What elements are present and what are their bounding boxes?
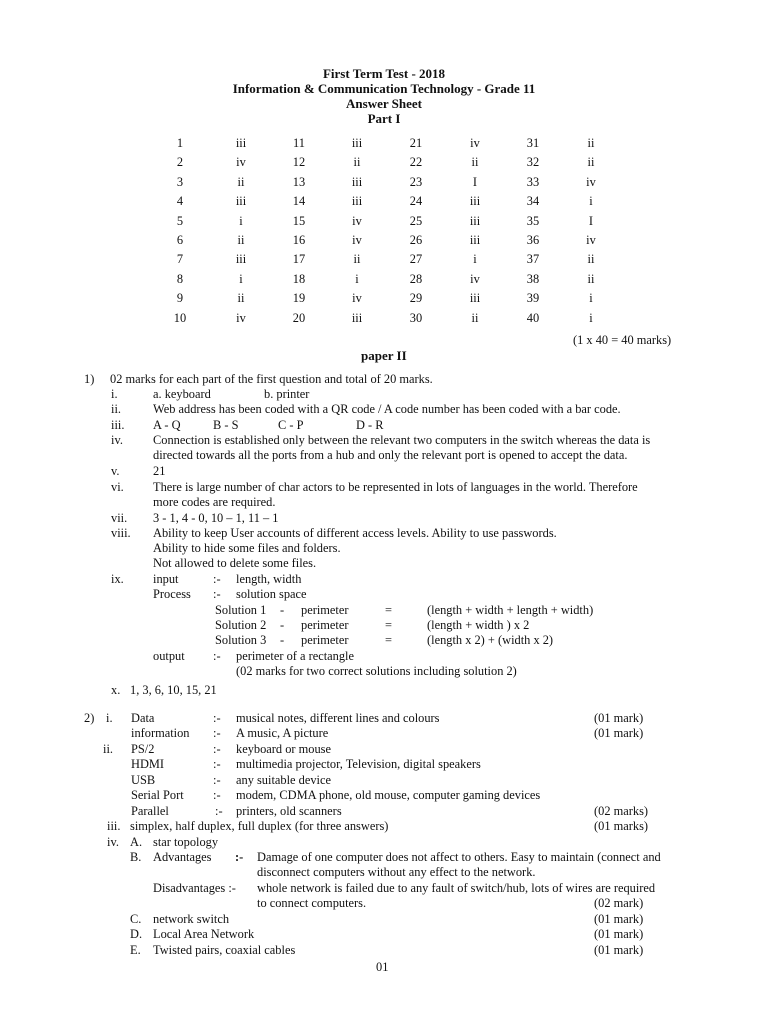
answer-choice: iii (351, 194, 363, 209)
question-number: 2 (176, 155, 184, 170)
answer-choice: i (473, 252, 477, 267)
q1-ix-output-value: perimeter of a rectangle (236, 649, 354, 663)
q2-B-mark: (02 mark) (594, 896, 644, 910)
q1-i-a: a. keyboard (153, 387, 211, 401)
question-number: 30 (409, 310, 423, 325)
answer-choice: iii (351, 174, 363, 189)
answer-choice: iii (351, 136, 363, 150)
q1-vii-label: vii. (111, 511, 128, 525)
answer-choice: iv (586, 232, 596, 247)
q2-advantages-sep: :- (235, 850, 244, 864)
answer-choice: ii (587, 252, 595, 267)
title-line: First Term Test - 2018 (322, 66, 446, 81)
q2-iv-label: iv. (107, 835, 119, 849)
part1-marks-note: (1 x 40 = 40 marks) (573, 333, 672, 347)
answer-row (148, 194, 620, 213)
port-ps2-name: PS/2 (131, 742, 155, 756)
answer-row (148, 136, 620, 155)
port-hdmi-value: multimedia projector, Television, digital speakers (236, 757, 481, 771)
answer-row (148, 272, 620, 291)
question-number: 32 (526, 155, 540, 170)
answer-row (148, 291, 620, 310)
q1-v-label: v. (111, 464, 120, 478)
q1-number: 1) (84, 372, 95, 386)
answer-sheet-heading: Answer Sheet (346, 96, 422, 111)
solution-2-formula: (length + width ) x 2 (427, 618, 530, 632)
solution-2-dash: - (280, 618, 285, 632)
q2-C-label: C. (130, 912, 142, 926)
answer-row (148, 155, 620, 174)
solution-3-dash: - (280, 633, 285, 647)
question-number: 9 (176, 291, 184, 306)
answer-choice: ii (353, 252, 361, 267)
question-number: 15 (292, 213, 306, 228)
q2-D-mark: (01 mark) (594, 927, 644, 941)
port-usb-value: any suitable device (236, 773, 331, 787)
port-serial-value: modem, CDMA phone, old mouse, computer gaming devices (236, 788, 541, 802)
q1-iv-label: iv. (111, 433, 123, 447)
question-number: 35 (526, 213, 540, 228)
q1-viii-line2: Ability to hide some files and folders. (153, 541, 341, 555)
q2-info-sep: :- (213, 726, 221, 740)
q2-data-sep: :- (213, 711, 221, 725)
question-number: 40 (526, 310, 540, 325)
question-number: 7 (176, 252, 184, 267)
question-number: 28 (409, 271, 423, 286)
q1-intro: 02 marks for each part of the first question and total of 20 marks. (110, 372, 433, 386)
q2-E-label: E. (130, 943, 141, 957)
question-number: 29 (409, 291, 423, 306)
question-number: 39 (526, 291, 540, 306)
q2-C-mark: (01 mark) (594, 912, 644, 926)
solution-3-name: Solution 3 (215, 633, 267, 647)
answer-row (148, 233, 620, 252)
question-number: 38 (526, 271, 540, 286)
solution-3-formula: (length x 2) + (width x 2) (427, 633, 554, 647)
answer-choice: iii (469, 291, 481, 306)
solution-2-name: Solution 2 (215, 618, 267, 632)
answer-choice: iv (236, 310, 246, 325)
question-number: 20 (292, 310, 306, 325)
q2-data-label: Data (131, 711, 155, 725)
q2-disadvantages-line2: to connect computers. (257, 896, 367, 910)
answer-choice: i (589, 291, 593, 306)
q1-ix-output-label: output (153, 649, 185, 663)
question-number: 10 (173, 310, 187, 325)
q1-x-label: x. (111, 683, 121, 697)
q1-ix-note: (02 marks for two correct solutions including solution 2) (236, 664, 517, 678)
answer-choice: iv (352, 291, 362, 306)
part1-heading: Part I (367, 111, 401, 126)
answer-choice: ii (587, 271, 595, 286)
port-usb-name: USB (131, 773, 156, 787)
q1-iv-line1: Connection is established only between the relevant two computers in the switch whereas the data is (153, 433, 651, 447)
question-number: 16 (292, 232, 306, 247)
answer-choice: ii (587, 155, 595, 170)
q2-D-text: Local Area Network (153, 927, 255, 941)
answer-choice: iii (469, 194, 481, 209)
solution-2-what: perimeter (301, 618, 349, 632)
answer-choice: iv (586, 174, 596, 189)
solution-3-what: perimeter (301, 633, 349, 647)
question-number: 25 (409, 213, 423, 228)
port-parallel-name: Parallel (131, 804, 169, 818)
q2-info-label: information (131, 726, 190, 740)
question-number: 5 (176, 213, 184, 228)
solution-1-name: Solution 1 (215, 603, 267, 617)
q2-ii-label: ii. (103, 742, 113, 756)
question-number: 13 (292, 174, 306, 189)
q2-data-mark: (01 mark) (594, 711, 644, 725)
q2-info-value: A music, A picture (236, 726, 329, 740)
answer-choice: ii (353, 155, 361, 170)
question-number: 37 (526, 252, 540, 267)
question-number: 22 (409, 155, 423, 170)
question-number: 12 (292, 155, 306, 170)
port-parallel-value: printers, old scanners (236, 804, 342, 818)
q2-E-mark: (01 mark) (594, 943, 644, 957)
port-ps2-sep: :- (213, 742, 221, 756)
answer-choice: iv (470, 136, 480, 150)
q1-ix-process-value: solution space (236, 587, 307, 601)
q1-iv-line2: directed towards all the ports from a hub and only the relevant port is opened to accept the data. (153, 448, 628, 462)
q2-i-label: i. (106, 711, 113, 725)
q1-x-text: 1, 3, 6, 10, 15, 21 (130, 683, 217, 697)
q1-iii-label: iii. (111, 418, 125, 432)
q2-iii-label: iii. (107, 819, 121, 833)
answer-choice: ii (587, 136, 595, 150)
answer-choice: ii (471, 155, 479, 170)
answer-choice: iii (469, 232, 481, 247)
q1-iii-pair-2: B - S (213, 418, 239, 432)
q1-v-text: 21 (153, 464, 166, 478)
question-number: 11 (293, 136, 305, 150)
q1-iii-pair-1: A - Q (153, 418, 181, 432)
answer-choice: ii (237, 174, 245, 189)
q2-info-mark: (01 mark) (594, 726, 644, 740)
answer-choice: i (589, 310, 593, 325)
question-number: 6 (176, 232, 184, 247)
question-number: 21 (409, 136, 423, 150)
question-number: 31 (526, 136, 540, 150)
q1-vi-label: vi. (111, 480, 124, 494)
answer-choice: iv (352, 232, 362, 247)
port-serial-sep: :- (213, 788, 221, 802)
solution-1-eq: = (385, 603, 392, 617)
answer-choice: iii (469, 213, 481, 228)
answer-choice: i (239, 271, 243, 286)
answer-choice: I (588, 213, 594, 228)
q2-iii-text: simplex, half duplex, full duplex (for three answers) (130, 819, 389, 833)
question-number: 17 (292, 252, 306, 267)
question-number: 4 (176, 194, 184, 209)
q1-viii-label: viii. (111, 526, 131, 540)
question-number: 18 (292, 271, 306, 286)
q1-i-label: i. (111, 387, 118, 401)
q2-B-label: B. (130, 850, 142, 864)
q2-iii-mark: (01 marks) (594, 819, 649, 833)
q1-vi-line1: There is large number of char actors to be represented in lots of languages in the world. Therefore (153, 480, 638, 494)
q2-advantages-line2: disconnect computers without any effect to the network. (257, 865, 536, 879)
question-number: 36 (526, 232, 540, 247)
q1-ix-input-sep: :- (213, 572, 221, 586)
q2-E-text: Twisted pairs, coaxial cables (153, 943, 296, 957)
q2-D-label: D. (130, 927, 143, 941)
port-serial-name: Serial Port (131, 788, 184, 802)
answer-row (148, 214, 620, 233)
answer-choice: I (472, 174, 478, 189)
answer-choice: i (239, 213, 243, 228)
q1-ix-input-label: input (153, 572, 179, 586)
q1-ii-text: Web address has been coded with a QR code / A code number has been coded with a bar code. (153, 402, 621, 416)
part1-answer-table (148, 136, 620, 330)
q2-number: 2) (84, 711, 95, 725)
q1-ix-process-label: Process (153, 587, 191, 601)
answer-choice: iii (235, 136, 247, 150)
answer-row (148, 252, 620, 271)
question-number: 26 (409, 232, 423, 247)
answer-choice: iv (236, 155, 246, 170)
answer-row (148, 311, 620, 330)
solution-1-dash: - (280, 603, 285, 617)
q1-ix-label: ix. (111, 572, 124, 586)
q2-advantages-label: Advantages (153, 850, 212, 864)
q2-disadvantages-label: Disadvantages :- (153, 881, 236, 895)
answer-choice: i (589, 194, 593, 209)
question-number: 14 (292, 194, 306, 209)
answer-choice: iii (235, 194, 247, 209)
q1-ix-process-sep: :- (213, 587, 221, 601)
solution-1-formula: (length + width + length + width) (427, 603, 594, 617)
port-usb-sep: :- (213, 773, 221, 787)
q2-disadvantages-line1: whole network is failed due to any fault of switch/hub, lots of wires are required (257, 881, 656, 895)
port-ps2-value: keyboard or mouse (236, 742, 331, 756)
solution-3-eq: = (385, 633, 392, 647)
port-hdmi-sep: :- (213, 757, 221, 771)
port-parallel-sep: :- (215, 804, 223, 818)
q2-ports-mark: (02 marks) (594, 804, 649, 818)
question-number: 27 (409, 252, 423, 267)
q2-data-value: musical notes, different lines and colours (236, 711, 440, 725)
answer-choice: iv (470, 271, 480, 286)
answer-row (148, 175, 620, 194)
q1-i-b: b. printer (264, 387, 310, 401)
q1-iii-pair-4: D - R (356, 418, 384, 432)
answer-choice: iii (351, 310, 363, 325)
answer-choice: iii (235, 252, 247, 267)
question-number: 3 (176, 174, 184, 189)
question-number: 1 (176, 136, 184, 150)
q1-ix-output-sep: :- (213, 649, 221, 663)
answer-choice: iv (352, 213, 362, 228)
port-hdmi-name: HDMI (131, 757, 165, 771)
q1-viii-line3: Not allowed to delete some files. (153, 556, 317, 570)
page-number: 01 (376, 960, 389, 974)
q2-A-text: star topology (153, 835, 219, 849)
question-number: 19 (292, 291, 306, 306)
question-number: 24 (409, 194, 423, 209)
subject-line: Information & Communication Technology - Grade 11 (232, 81, 536, 96)
question-number: 8 (176, 271, 184, 286)
q2-C-text: network switch (153, 912, 230, 926)
question-number: 33 (526, 174, 540, 189)
answer-choice: ii (471, 310, 479, 325)
q1-ix-input-value: length, width (236, 572, 302, 586)
q2-A-label: A. (130, 835, 143, 849)
solution-2-eq: = (385, 618, 392, 632)
q1-vi-line2: more codes are required. (153, 495, 276, 509)
answer-choice: ii (237, 232, 245, 247)
answer-choice: i (355, 271, 359, 286)
paper2-heading: paper II (361, 348, 407, 363)
solution-1-what: perimeter (301, 603, 349, 617)
q1-ii-label: ii. (111, 402, 121, 416)
question-number: 34 (526, 194, 540, 209)
q2-advantages-line1: Damage of one computer does not affect to others. Easy to maintain (connect and (257, 850, 661, 864)
q1-viii-line1: Ability to keep User accounts of different access levels. Ability to use passwords. (153, 526, 557, 540)
question-number: 23 (409, 174, 423, 189)
q1-vii-text: 3 - 1, 4 - 0, 10 – 1, 11 – 1 (153, 511, 279, 525)
q1-iii-pair-3: C - P (278, 418, 304, 432)
answer-choice: ii (237, 291, 245, 306)
